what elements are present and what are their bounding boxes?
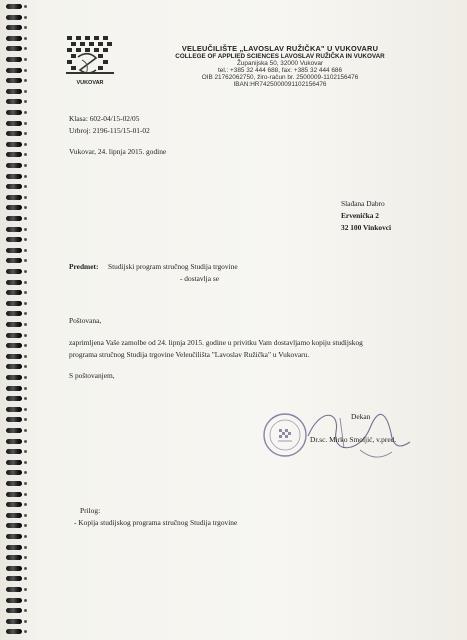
binding-hole — [24, 344, 27, 347]
binding-hole — [24, 270, 27, 273]
binding-hole — [24, 217, 27, 220]
binding-coil — [6, 163, 22, 168]
binding-coil — [6, 375, 22, 380]
binding-hole — [24, 153, 27, 156]
binding-hole — [24, 503, 27, 506]
binding-hole — [24, 620, 27, 623]
binding-hole — [24, 100, 27, 103]
binding-hole — [24, 238, 27, 241]
binding-coil — [6, 15, 22, 20]
binding-hole — [24, 291, 27, 294]
klasa-ref: Klasa: 602-04/15-02/05 — [69, 114, 140, 123]
letterhead — [130, 44, 430, 88]
binding-coil — [6, 46, 22, 51]
binding-coil — [6, 290, 22, 295]
binding-hole — [24, 185, 27, 188]
date-line: Vukovar, 24. lipnja 2015. godine — [69, 147, 167, 156]
binding-coil — [6, 174, 22, 179]
binding-hole — [24, 206, 27, 209]
binding-coil — [6, 354, 22, 359]
binding-coil — [6, 364, 22, 369]
binding-hole — [24, 524, 27, 527]
binding-coil — [6, 205, 22, 210]
binding-coil — [6, 407, 22, 412]
binding-coil — [6, 481, 22, 486]
binding-hole — [24, 588, 27, 591]
closing: S poštovanjem, — [69, 371, 115, 380]
signatory-title: Dekan — [351, 412, 371, 421]
binding-coil — [6, 428, 22, 433]
binding-coil — [6, 258, 22, 263]
binding-hole — [24, 387, 27, 390]
binding-coil — [6, 502, 22, 507]
binding-coil — [6, 237, 22, 242]
binding-coil — [6, 78, 22, 83]
binding-coil — [6, 110, 22, 115]
binding-coil — [6, 439, 22, 444]
recipient-city: 32 100 Vinkovci — [341, 223, 392, 232]
binding-coil — [6, 269, 22, 274]
binding-hole — [24, 440, 27, 443]
binding-hole — [24, 47, 27, 50]
binding-hole — [24, 334, 27, 337]
handwritten-signature-icon — [300, 398, 420, 468]
binding-coil — [6, 333, 22, 338]
binding-hole — [24, 164, 27, 167]
logo-caption: VUKOVAR — [76, 80, 104, 86]
college-phone: tel.: +385 32 444 688, fax: +385 32 444 686 — [217, 67, 342, 74]
binding-coil — [6, 131, 22, 136]
binding-coil — [6, 301, 22, 306]
binding-hole — [24, 281, 27, 284]
subject-text: Studijski program stručnog Studija trgovine — [108, 262, 238, 271]
binding-hole — [24, 408, 27, 411]
binding-hole — [24, 355, 27, 358]
binding-coil — [6, 545, 22, 550]
binding-coil — [6, 619, 22, 624]
subject-label: Predmet: — [69, 262, 99, 271]
binding-hole — [24, 175, 27, 178]
binding-coil — [6, 216, 22, 221]
binding-hole — [24, 482, 27, 485]
binding-hole — [24, 196, 27, 199]
binding-hole — [24, 599, 27, 602]
binding-coil — [6, 523, 22, 528]
binding-hole — [24, 471, 27, 474]
binding-hole — [24, 111, 27, 114]
urbroj-ref: Urbroj: 2196-115/15-01-02 — [69, 126, 150, 135]
college-name-hr: VELEUČILIŠTE „LAVOSLAV RUŽIČKA" U VUKOVARU — [181, 44, 379, 53]
college-logo-icon — [60, 30, 120, 90]
body-line-1: zaprimljena Vaše zamolbe od 24. lipnja 2015. godine u privitku Vam dostavljamo kopiju studijskog — [69, 338, 363, 347]
binding-coil — [6, 311, 22, 316]
binding-coil — [6, 417, 22, 422]
signatory-name: Dr.sc. Mirko Smoljić, v.pred. — [310, 435, 397, 444]
binding-coil — [6, 184, 22, 189]
binding-coil — [6, 470, 22, 475]
binding-coil — [6, 121, 22, 126]
college-name-en: COLLEGE OF APPLIED SCIENCES LAVOSLAV RUŽIČKA IN VUKOVAR — [175, 53, 385, 60]
recipient-name: Slađana Dabro — [341, 199, 385, 208]
binding-hole — [24, 546, 27, 549]
college-iban: IBAN:HR7425000091102156476 — [233, 81, 327, 88]
binding-coil — [6, 36, 22, 41]
binding-coil — [6, 248, 22, 253]
attachments-label: Prilog: — [80, 506, 101, 515]
binding-hole — [24, 323, 27, 326]
binding-coil — [6, 195, 22, 200]
binding-coil — [6, 566, 22, 571]
binding-hole — [24, 514, 27, 517]
binding-coil — [6, 68, 22, 73]
binding-coil — [6, 608, 22, 613]
binding-hole — [24, 249, 27, 252]
binding-hole — [24, 79, 27, 82]
binding-hole — [24, 567, 27, 570]
binding-coil — [6, 460, 22, 465]
binding-hole — [24, 26, 27, 29]
binding-hole — [24, 577, 27, 580]
binding-hole — [24, 461, 27, 464]
binding-hole — [24, 16, 27, 19]
binding-hole — [24, 58, 27, 61]
binding-coil — [6, 513, 22, 518]
subject-sub: - dostavlja se — [180, 274, 219, 283]
binding-coil — [6, 449, 22, 454]
binding-coil — [6, 322, 22, 327]
binding-hole — [24, 535, 27, 538]
binding-coil — [6, 396, 22, 401]
binding-coil — [6, 555, 22, 560]
binding-coil — [6, 386, 22, 391]
spiral-binding — [0, 0, 30, 640]
binding-hole — [24, 376, 27, 379]
binding-coil — [6, 534, 22, 539]
college-address: Županijska 50, 32000 Vukovar — [236, 60, 324, 67]
body-line-2: programa stručnog Studija trgovine Veleučilišta "Lavoslav Ružička" u Vukovaru. — [69, 350, 310, 359]
binding-coil — [6, 492, 22, 497]
binding-coil — [6, 89, 22, 94]
binding-coil — [6, 4, 22, 9]
binding-hole — [24, 132, 27, 135]
binding-hole — [24, 365, 27, 368]
binding-hole — [24, 122, 27, 125]
binding-hole — [24, 630, 27, 633]
binding-hole — [24, 37, 27, 40]
binding-hole — [24, 302, 27, 305]
binding-hole — [24, 609, 27, 612]
binding-hole — [24, 397, 27, 400]
recipient-street: Ervenička 2 — [341, 211, 379, 220]
binding-coil — [6, 587, 22, 592]
binding-coil — [6, 99, 22, 104]
binding-coil — [6, 598, 22, 603]
binding-coil — [6, 25, 22, 30]
binding-coil — [6, 142, 22, 147]
binding-hole — [24, 312, 27, 315]
binding-coil — [6, 152, 22, 157]
binding-hole — [24, 5, 27, 8]
binding-coil — [6, 576, 22, 581]
binding-hole — [24, 493, 27, 496]
binding-hole — [24, 90, 27, 93]
binding-hole — [24, 259, 27, 262]
binding-coil — [6, 629, 22, 634]
salutation: Poštovana, — [69, 316, 102, 325]
binding-coil — [6, 343, 22, 348]
binding-hole — [24, 450, 27, 453]
binding-coil — [6, 227, 22, 232]
binding-hole — [24, 418, 27, 421]
binding-hole — [24, 228, 27, 231]
binding-hole — [24, 556, 27, 559]
binding-hole — [24, 69, 27, 72]
college-oib: OIB 21762062750, žiro-račun br. 2500009-1102156476 — [201, 74, 359, 81]
attachment-item: - Kopija studijskog programa stručnog Studija trgovine — [74, 518, 238, 527]
binding-coil — [6, 57, 22, 62]
binding-coil — [6, 280, 22, 285]
binding-hole — [24, 429, 27, 432]
binding-hole — [24, 143, 27, 146]
